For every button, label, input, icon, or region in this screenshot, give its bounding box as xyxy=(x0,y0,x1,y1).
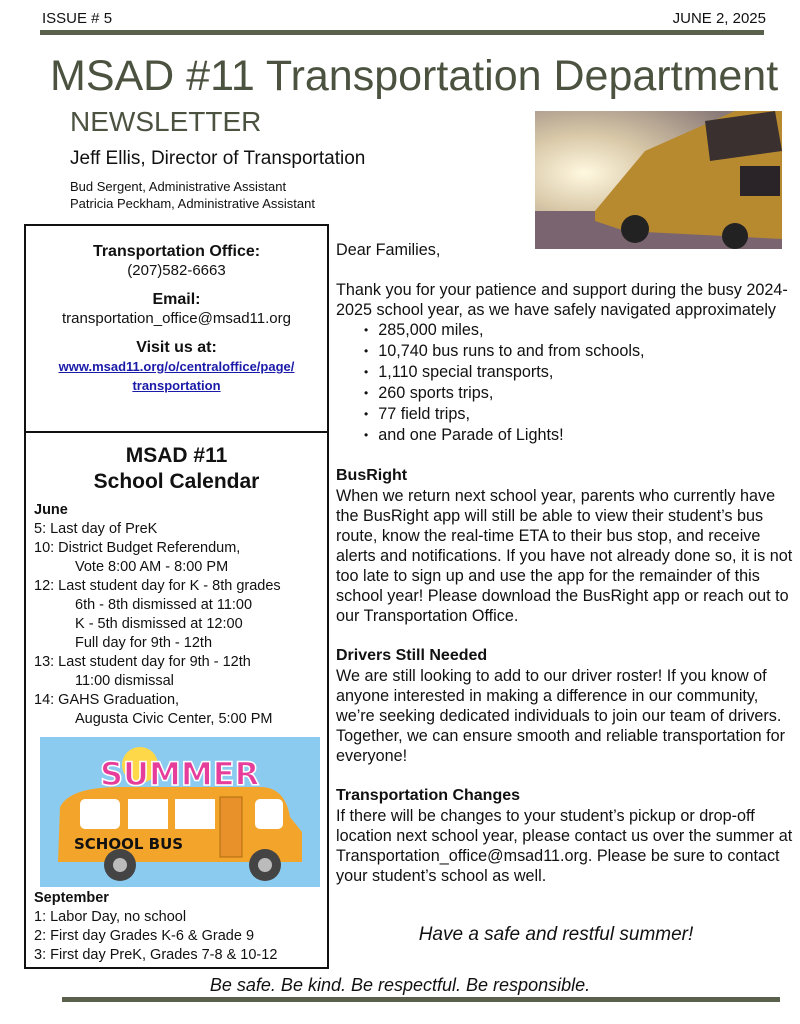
website-link[interactable] xyxy=(59,359,295,393)
visit-label: Visit us at: xyxy=(136,339,217,356)
calendar-event: K - 5th dismissed at 12:00 xyxy=(75,616,243,632)
stat-item: • 1,110 special transports, xyxy=(364,362,796,383)
calendar-event: Augusta Civic Center, 5:00 PM xyxy=(75,711,273,727)
closing-message: Have a safe and restful summer! xyxy=(418,924,694,945)
section-heading: Transportation Changes xyxy=(336,787,521,804)
calendar-event: 14: GAHS Graduation, xyxy=(34,692,180,708)
stat-item: • 285,000 miles, xyxy=(364,320,796,341)
calendar-event: 6th - 8th dismissed at 11:00 xyxy=(75,597,253,613)
stat-item: • and one Parade of Lights! xyxy=(364,425,796,446)
top-divider xyxy=(40,30,764,35)
calendar-event: 3: First day PreK, Grades 7-8 & 10-12 xyxy=(34,947,278,963)
calendar-title-line1: MSAD #11 xyxy=(125,444,228,467)
summer-school-bus-image xyxy=(40,737,320,887)
school-bus-photo xyxy=(535,111,782,249)
calendar-title xyxy=(34,443,319,495)
stat-item: • 10,740 bus runs to and from schools, xyxy=(364,341,796,362)
stats-list xyxy=(364,320,796,446)
calendar-event: 1: Labor Day, no school xyxy=(34,909,187,925)
bottom-divider xyxy=(62,997,780,1002)
website-link-line1[interactable]: www.msad11.org/o/centraloffice/page/ xyxy=(58,359,295,374)
calendar-event: Vote 8:00 AM - 8:00 PM xyxy=(75,559,229,575)
calendar-event: 11:00 dismissal xyxy=(75,673,174,689)
staff-1: Bud Sergent, Administrative Assistant xyxy=(70,179,287,194)
september-events xyxy=(34,908,319,965)
school-calendar-box xyxy=(24,431,329,969)
calendar-event: 12: Last student day for K - 8th grades xyxy=(34,578,281,594)
office-email: transportation_office@msad11.org xyxy=(62,310,291,327)
section-body: We are still looking to add to our driver roster! If you know of anyone interested in making a difference in our community, we’re seeking dedicated individuals to join our team of drivers. Together, we can ensure smooth and reliable transportation for everyone! xyxy=(336,667,786,765)
calendar-event: 13: Last student day for 9th - 12th xyxy=(34,654,251,670)
calendar-event: 5: Last day of PreK xyxy=(34,521,158,537)
email-label: Email: xyxy=(152,291,201,308)
june-label: June xyxy=(34,502,68,518)
section-body: If there will be changes to your student’s pickup or drop-off location next school year, please contact us over the summer at Transportation_office@msad11.org. Please be sure to contact your student’s school as well. xyxy=(336,807,793,885)
stat-item: • 77 field trips, xyxy=(364,404,796,425)
page-title: MSAD #11 Transportation Department xyxy=(50,52,779,100)
stat-item: • 260 sports trips, xyxy=(364,383,796,404)
june-events xyxy=(34,520,319,729)
greeting: Dear Families, xyxy=(336,241,441,259)
letter-body xyxy=(336,240,796,906)
issue-date: JUNE 2, 2025 xyxy=(672,10,766,27)
calendar-event: Full day for 9th - 12th xyxy=(75,635,213,651)
calendar-title-line2: School Calendar xyxy=(93,470,260,493)
footer-motto: Be safe. Be kind. Be respectful. Be responsible. xyxy=(209,975,591,995)
section-heading: BusRight xyxy=(336,467,408,484)
section-body: When we return next school year, parents who currently have the BusRight app will still be able to view their student’s bus route, know the real-time ETA to their bus stop, and receive alerts and notifications. If you have not already done so, it is not too late to sign up and use the app for the remainder of this school year! Please download the BusRight app or reach out to our Transportation Office. xyxy=(336,487,793,625)
director-name: Jeff Ellis, Director of Transportation xyxy=(70,148,366,169)
september-label: September xyxy=(34,890,109,906)
newsletter-subtitle: NEWSLETTER xyxy=(70,106,262,137)
issue-number: ISSUE # 5 xyxy=(42,10,113,27)
calendar-event: 10: District Budget Referendum, xyxy=(34,540,241,556)
calendar-event: 2: First day Grades K-6 & Grade 9 xyxy=(34,928,255,944)
summer-text: SUMMER xyxy=(100,755,260,793)
staff-2: Patricia Peckham, Administrative Assistant xyxy=(70,196,315,211)
office-label: Transportation Office: xyxy=(92,243,261,260)
section-heading: Drivers Still Needed xyxy=(336,647,488,664)
website-link-line2[interactable]: transportation xyxy=(132,378,221,393)
office-phone: (207)582-6663 xyxy=(127,262,226,279)
contact-box xyxy=(24,224,329,433)
intro: Thank you for your patience and support during the busy 2024-2025 school year, as we have safely navigated approximately xyxy=(336,281,788,319)
school-bus-text: SCHOOL BUS xyxy=(74,835,184,853)
